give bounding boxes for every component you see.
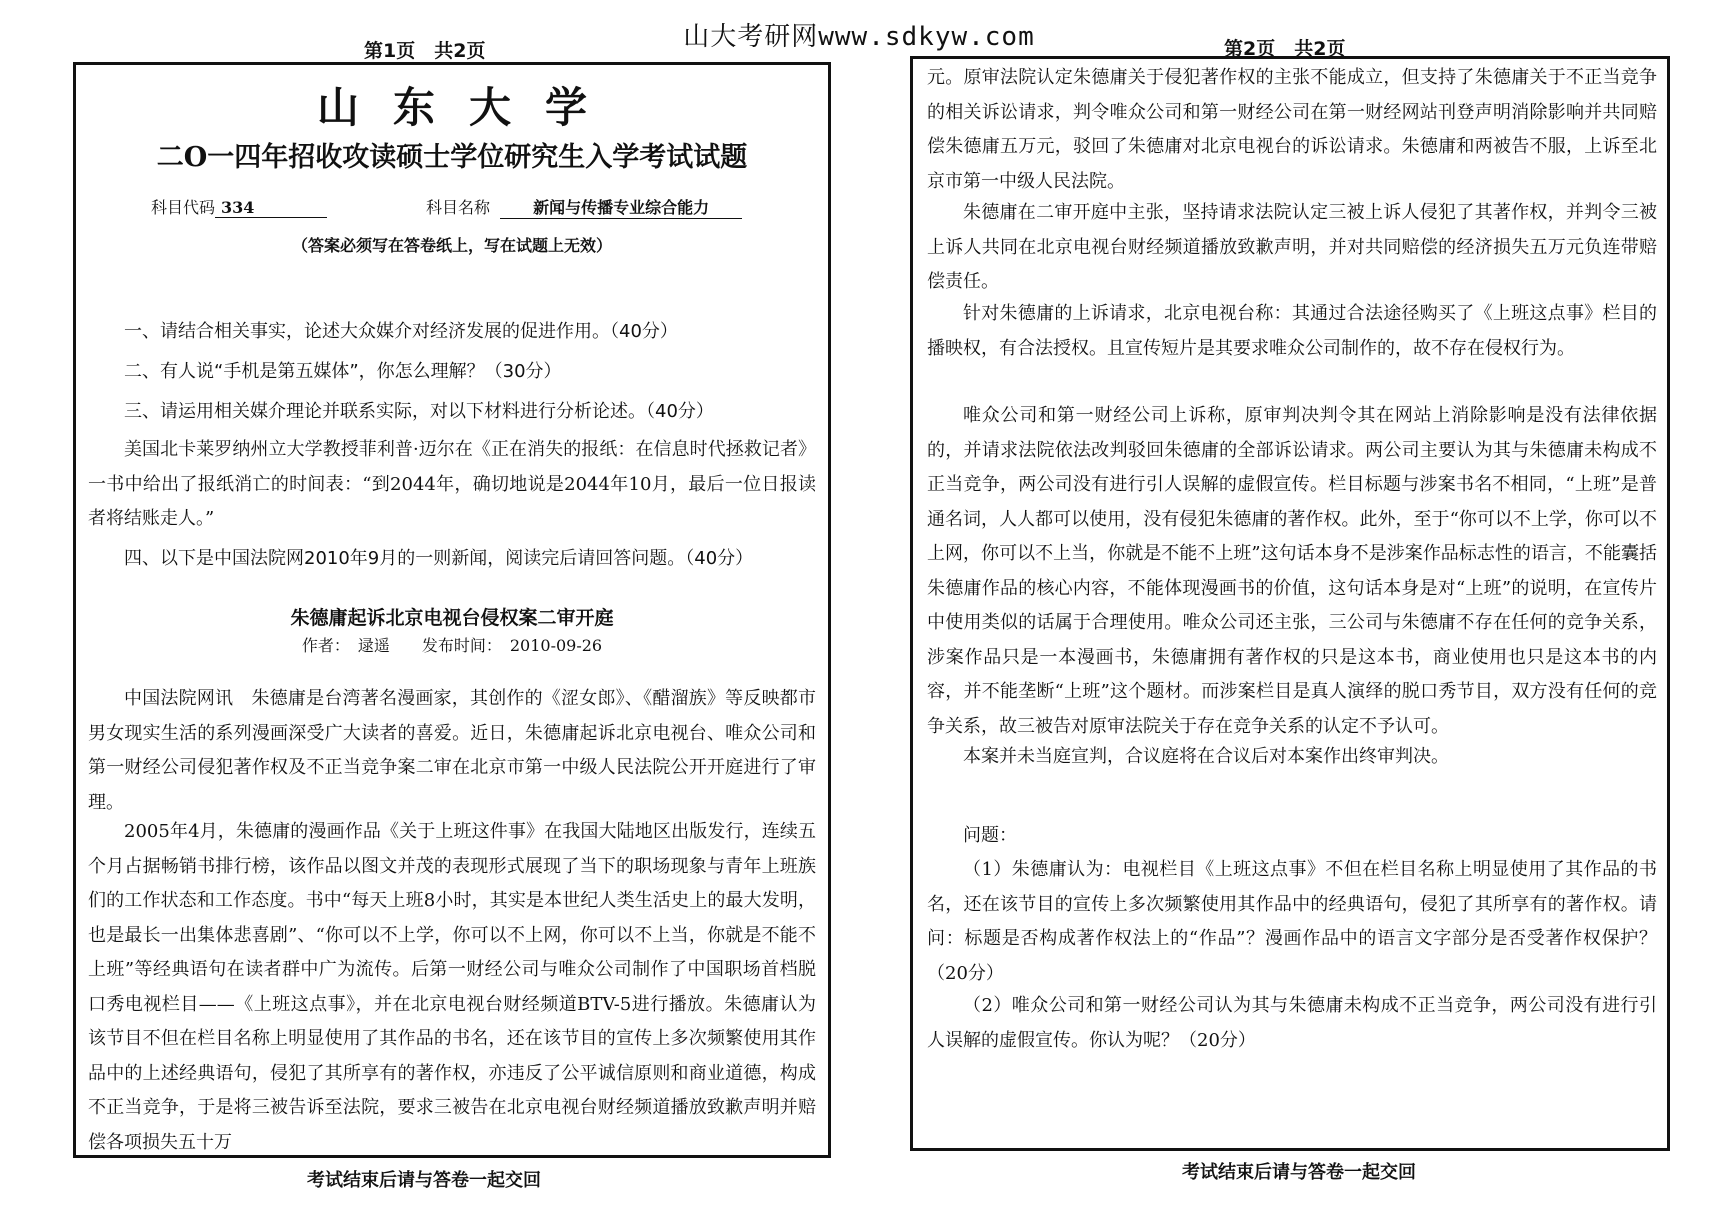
- subject-name-value: 新闻与传播专业综合能力: [500, 195, 742, 219]
- subject-code-label: 科目代码: [151, 198, 216, 217]
- subject-code: [151, 195, 327, 218]
- page1-page-number: 第1页 共2页: [364, 40, 486, 62]
- question-3: 三、请运用相关媒介理论并联系实际，对以下材料进行分析论述。（40分）: [124, 401, 714, 422]
- subject-name: [426, 195, 742, 219]
- page2-footer: 考试结束后请与答卷一起交回: [1182, 1162, 1416, 1183]
- site-header: 山大考研网www.sdkyw.com: [683, 22, 1035, 52]
- news-paragraph-1: 中国法院网讯 朱德庸是台湾著名漫画家，其创作的《涩女郎》、《醋溜族》等反映都市男女现实生活的系列漫画深受广大读者的喜爱。近日，朱德庸起诉北京电视台、唯众公司和第一财经公司侵犯著作权及不正当竞争案二审在北京市第一中级人民法院公开开庭进行了审理。: [88, 688, 816, 813]
- question-4: 四、以下是中国法院网2010年9月的一则新闻，阅读完后请回答问题。（40分）: [124, 548, 754, 569]
- news-paragraph-4: 朱德庸在二审开庭中主张，坚持请求法院认定三被上诉人侵犯了其著作权，并判令三被上诉人共同在北京电视台财经频道播放致歉声明，并对共同赔偿的经济损失五万元负连带赔偿责任。: [927, 202, 1657, 292]
- question-2: 二、有人说“手机是第五媒体”，你怎么理解？（30分）: [124, 361, 562, 382]
- answer-note: （答案必须写在答卷纸上，写在试题上无效）: [291, 236, 612, 255]
- news-paragraph-3: 元。原审法院认定朱德庸关于侵犯著作权的主张不能成立，但支持了朱德庸关于不正当竞争的相关诉讼请求，判令唯众公司和第一财经公司在第一财经网站刊登声明消除影响并共同赔偿朱德庸五万元，驳回了朱德庸对北京电视台的诉讼请求。朱德庸和两被告不服，上诉至北京市第一中级人民法院。: [927, 67, 1657, 192]
- questions-label: 问题：: [963, 825, 1017, 846]
- subject-code-value: 334: [215, 198, 327, 218]
- exam-page-1: [73, 62, 831, 1158]
- news-paragraph-5: 针对朱德庸的上诉请求，北京电视台称：其通过合法途径购买了《上班这点事》栏目的播映权，有合法授权。且宣传短片是其要求唯众公司制作的，故不存在侵权行为。: [927, 303, 1657, 359]
- exam-page-2: [910, 56, 1670, 1151]
- page2-page-number: 第2页 共2页: [1224, 38, 1346, 60]
- subject-name-label: 科目名称: [426, 198, 491, 217]
- sub-question-1: （1）朱德庸认为：电视栏目《上班这点事》不但在栏目名称上明显使用了其作品的书名，还在该节目的宣传上多次频繁使用其作品中的经典语句，侵犯了其所享有的著作权。请问：标题是否构成著作权法上的“作品”？漫画作品中的语言文字部分是否受著作权保护？（20分）: [927, 859, 1657, 984]
- university-name: 山东大学: [316, 83, 621, 132]
- news-paragraph-2: 2005年4月，朱德庸的漫画作品《关于上班这件事》在我国大陆地区出版发行，连续五个月占据畅销书排行榜，该作品以图文并茂的表现形式展现了当下的职场现象与青年上班族们的工作状态和工作态度。书中“每天上班8小时，其实是本世纪人类生活史上的最大发明，也是最长一出集体悲喜剧”、“你可以不上学，你可以不上网，你可以不上当，你就是不能不上班”等经典语句在读者群中广为流传。后第一财经公司与唯众公司制作了中国职场首档脱口秀电视栏目——《上班这点事》，并在北京电视台财经频道BTV-5进行播放。朱德庸认为该节目不但在栏目名称上明显使用了其作品的书名，还在该节目的宣传上多次频繁使用其作品中的上述经典语句，侵犯了其所享有的著作权，亦违反了公平诚信原则和商业道德，构成不正当竞争，于是将三被告诉至法院，要求三被告在北京电视台财经频道播放致歉声明并赔偿各项损失五十万: [88, 821, 816, 1153]
- page1-footer: 考试结束后请与答卷一起交回: [307, 1170, 541, 1191]
- sub-question-2: （2）唯众公司和第一财经公司认为其与朱德庸未构成不正当竞争，两公司没有进行引人误解的虚假宣传。你认为呢？（20分）: [927, 995, 1657, 1051]
- question-1: 一、请结合相关事实，论述大众媒介对经济发展的促进作用。（40分）: [124, 321, 678, 342]
- news-paragraph-7: 本案并未当庭宣判，合议庭将在合议后对本案作出终审判决。: [963, 746, 1449, 767]
- question-3-material: 美国北卡莱罗纳州立大学教授菲利普·迈尔在《正在消失的报纸：在信息时代拯救记者》一书中给出了报纸消亡的时间表：“到2044年，确切地说是2044年10月，最后一位日报读者将结账走人。”: [88, 439, 816, 529]
- news-paragraph-6: 唯众公司和第一财经公司上诉称，原审判决判令其在网站上消除影响是没有法律依据的，并请求法院依法改判驳回朱德庸的全部诉讼请求。两公司主要认为其与朱德庸未构成不正当竞争，两公司没有进行引人误解的虚假宣传。栏目标题与涉案书名不相同，“上班”是普通名词，人人都可以使用，没有侵犯朱德庸的著作权。此外，至于“你可以不上学，你可以不上网，你可以不上当，你就是不能不上班”这句话本身不是涉案作品标志性的语言，不能囊括朱德庸作品的核心内容，不能体现漫画书的价值，这句话本身是对“上班”的说明，在宣传片中使用类似的话属于合理使用。唯众公司还主张，三公司与朱德庸不存在任何的竞争关系，涉案作品只是一本漫画书，朱德庸拥有著作权的只是这本书，商业使用也只是这本书的内容，并不能垄断“上班”这个题材。而涉案栏目是真人演绎的脱口秀节目，双方没有任何的竞争关系，故三被告对原审法院关于存在竞争关系的认定不予认可。: [927, 405, 1657, 737]
- news-title: 朱德庸起诉北京电视台侵权案二审开庭: [290, 607, 614, 629]
- news-byline: 作者： 逯遥 发布时间： 2010-09-26: [301, 636, 603, 655]
- exam-title: 二O一四年招收攻读硕士学位研究生入学考试试题: [156, 142, 748, 173]
